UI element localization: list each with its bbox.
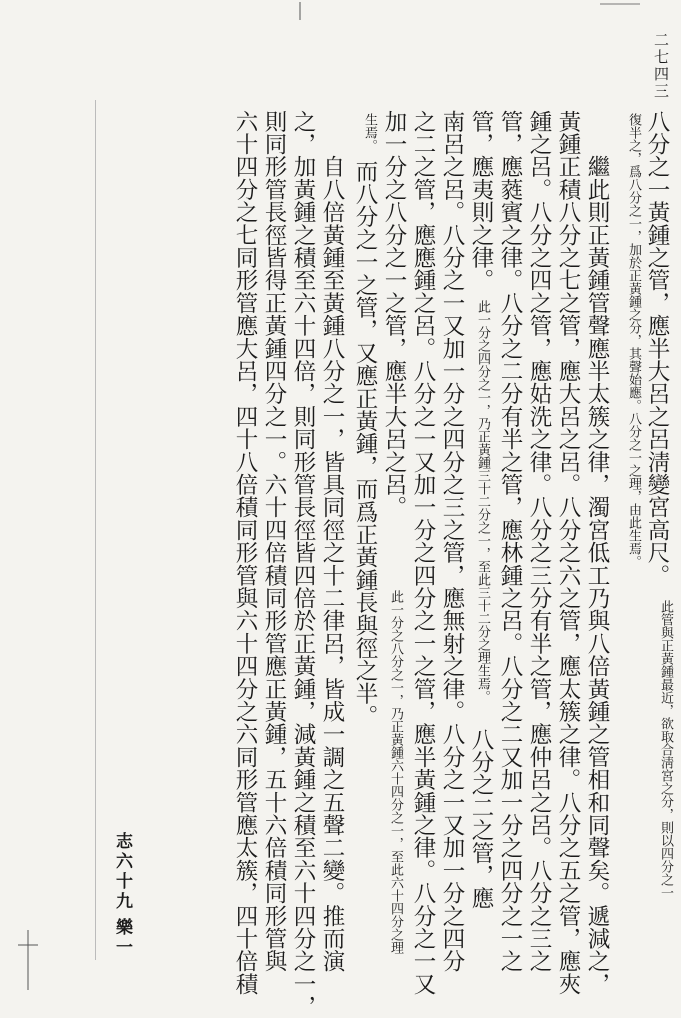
- text-column-13: 之，加黃鍾之積至六十四倍，則同形管長徑皆四倍於正黃鍾，減黃鍾之積至六十四分之一，: [290, 110, 316, 1018]
- text-column-7b: 八分之二之管，應: [468, 728, 494, 910]
- text-column-9: 之二之管，應應鍾之呂。八分之一又加一分之四分之一之管，應半黃鍾之律。八分之一又: [410, 110, 436, 996]
- text-column-1: 八分之一黃鍾之管，應半大呂之呂淸變宮高尺。: [644, 110, 670, 587]
- running-head-title: 志六十九: [112, 832, 132, 912]
- text-column-4: 黃鍾正積八分之七之管，應大呂之呂。八分之六之管，應太簇之律。八分之五之管，應夾: [555, 110, 581, 996]
- running-head-section: 樂一: [112, 918, 132, 958]
- text-column-8: 南呂之呂。八分之一又加一分之四分之三之管，應無射之律。八分之一又加一分之四分: [439, 110, 465, 973]
- annotation-11: 生焉。: [362, 113, 377, 152]
- page-number: 二七四三: [652, 32, 670, 100]
- text-column-3: 繼此則正黃鍾管聲應半太簇之律，濁宮低工乃與八倍黃鍾之管相和同聲矣。遞減之，: [584, 110, 610, 996]
- text-column-7: 管，應夷則之律。: [468, 110, 494, 292]
- text-column-14: 則同形管長徑皆得正黃鍾四分之一。六十四倍積同形管應正黃鍾，五十六倍積同形管與: [261, 110, 287, 973]
- text-column-10: 加一分之八分之一之管，應半大呂之呂。: [381, 110, 407, 519]
- text-column-6: 管，應蕤賓之律。八分之二分有半之管，應林鍾之呂。八分之二又加一分之四分之一之: [497, 110, 523, 973]
- annotation-7: 此一分之四分之一，乃正黃鍾三十二分之一，至此三十二分之理生焉。: [475, 300, 490, 703]
- text-column-5: 鍾之呂。八分之四之管，應姑洗之律。八分之三分有半之管，應仲呂之呂。八分之三之: [526, 110, 552, 973]
- text-column-12: 自八倍黃鍾至黃鍾八分之一，皆具同徑之十二律呂，皆成一調之五聲二變。推而演: [319, 110, 345, 973]
- text-column-15: 六十四分之七同形管應大呂，四十八倍積同形管與六十四分之六同形管應太簇，四十倍積: [232, 110, 258, 996]
- annotation-2: 復半之，爲八分之一，加於正黃鍾之分，其聲始應。八分之一之理，由此生焉。: [626, 113, 641, 568]
- annotation-10: 此一分之八分之一，乃正黃鍾六十四分之一，至此六十四分之理: [388, 590, 403, 954]
- text-column-11: 而八分之一之管，又應正黃鍾，而爲正黃鍾長與徑之半。: [352, 160, 378, 728]
- annotation-1: 此管與正黃鍾最近，欲取合淸宮之分，則以四分之一: [658, 600, 673, 899]
